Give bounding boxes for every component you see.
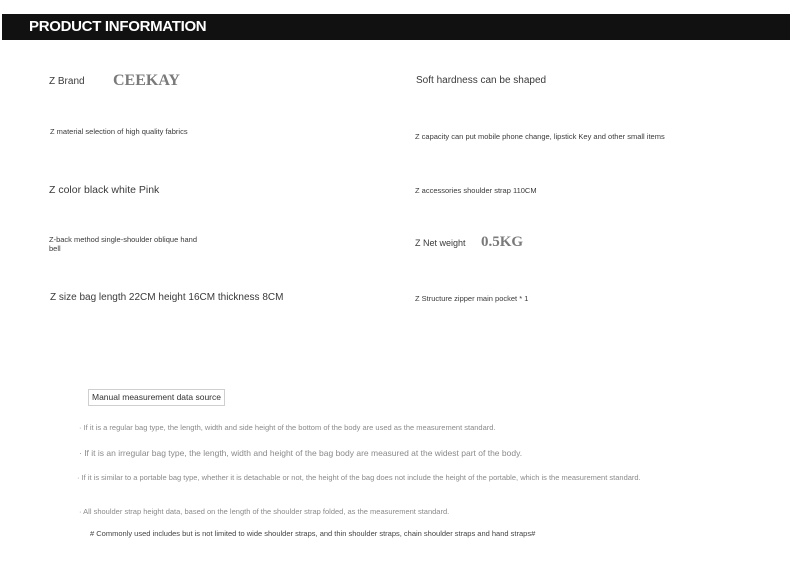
net-weight-value: 0.5KG bbox=[481, 234, 524, 250]
measurement-footnote: # Commonly used includes but is not limited to wide shoulder straps, and thin shoulder straps, chain shoulder straps and hand straps# bbox=[90, 529, 536, 538]
brand-value: CEEKAY bbox=[113, 72, 180, 89]
structure-label: Z Structure zipper main pocket * 1 bbox=[415, 294, 529, 303]
measurement-source-label: Manual measurement data source bbox=[88, 389, 225, 406]
measurement-note-irregular: · If it is an irregular bag type, the length, width and height of the bag body are measured at the widest part of the body. bbox=[79, 448, 523, 458]
capacity-label: Z capacity can put mobile phone change, lipstick Key and other small items bbox=[415, 132, 665, 141]
material-spec: Z material selection of high quality fabrics bbox=[50, 127, 188, 136]
back-method-spec: Z-back method single-shoulder oblique hand bell bbox=[49, 235, 198, 253]
accessories-spec bbox=[415, 186, 537, 195]
structure-spec bbox=[415, 294, 528, 303]
product-information-header bbox=[2, 14, 790, 40]
net-weight-spec bbox=[415, 238, 466, 249]
measurement-note-portable: · If it is similar to a portable bag type, whether it is detachable or not, the height of the bag does not include the height of the portable, which is the measurement standard. bbox=[77, 473, 641, 482]
capacity-spec bbox=[415, 132, 665, 141]
measurement-note-regular: · If it is a regular bag type, the length, width and side height of the bottom of the body are used as the measurement standard. bbox=[79, 423, 496, 432]
measurement-note-shoulder-strap: · All shoulder strap height data, based on the length of the shoulder strap folded, as the measurement standard. bbox=[79, 507, 450, 516]
brand-spec bbox=[49, 76, 85, 87]
page-title: PRODUCT INFORMATION bbox=[29, 18, 207, 35]
hardness-spec bbox=[416, 75, 546, 86]
color-label: Z color black white Pink bbox=[49, 184, 160, 196]
size-spec bbox=[50, 292, 283, 303]
hardness-label: Soft hardness can be shaped bbox=[416, 75, 547, 86]
brand-label: Z Brand bbox=[49, 76, 85, 87]
net-weight-label: Z Net weight bbox=[415, 238, 466, 248]
color-spec bbox=[49, 185, 159, 196]
accessories-label: Z accessories shoulder strap 110CM bbox=[415, 186, 537, 195]
size-label: Z size bag length 22CM height 16CM thickness 8CM bbox=[50, 292, 284, 303]
